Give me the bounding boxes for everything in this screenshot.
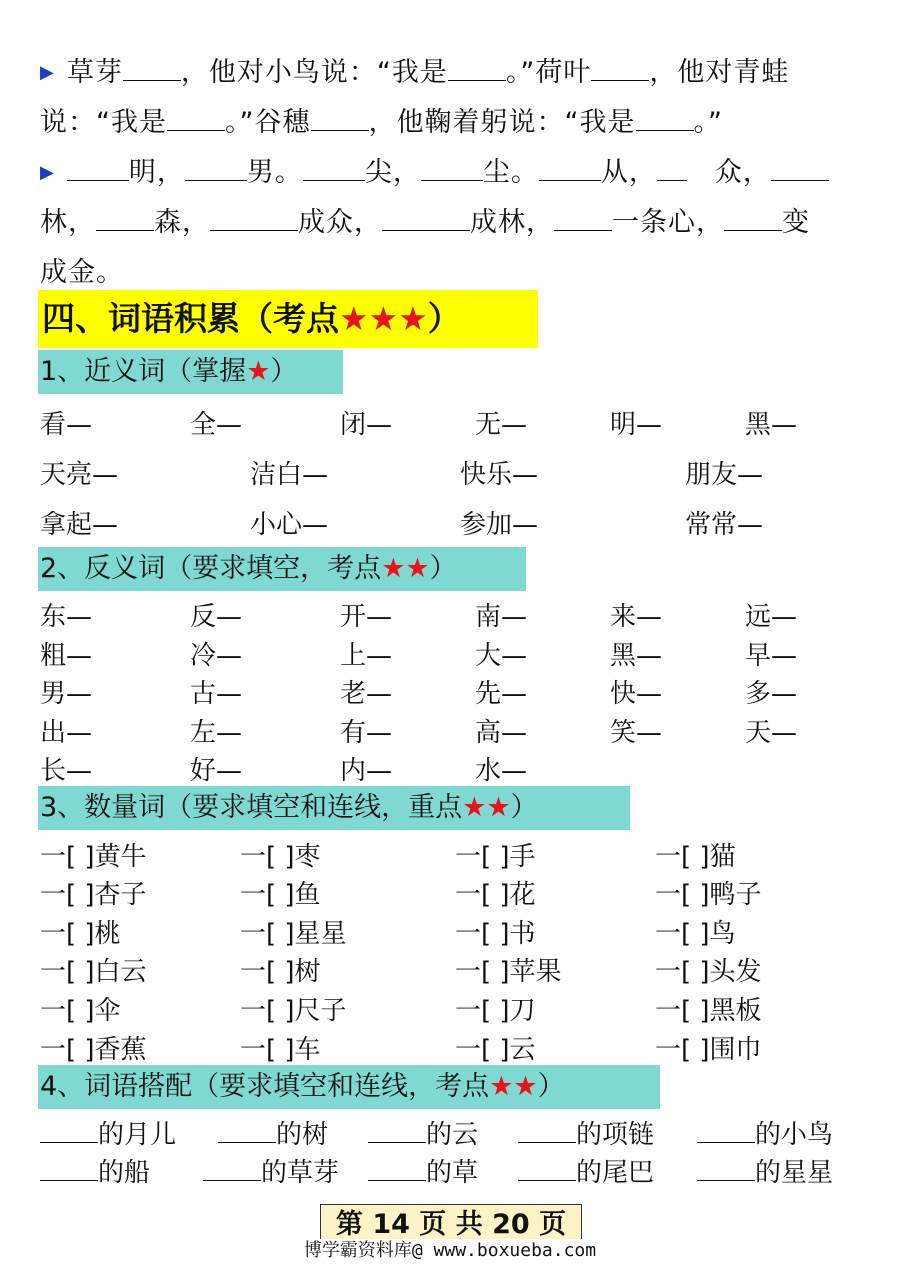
subsection-title-close: ） xyxy=(537,1071,565,1102)
blank xyxy=(448,56,506,81)
subsection-title-synonyms xyxy=(38,350,343,394)
star-icon: ★ xyxy=(246,356,271,387)
section-title-close: ） xyxy=(427,299,461,338)
subsection-title-text: 3、数量词（要求填空和连线，重点 xyxy=(40,792,463,823)
blank xyxy=(771,156,829,181)
measure-item: 一[ ]苹果 xyxy=(455,957,562,987)
blank xyxy=(167,106,225,131)
blank xyxy=(40,1156,98,1181)
measure-item: 一[ ]树 xyxy=(240,957,321,987)
blank xyxy=(724,206,782,231)
measure-item: 一[ ]杏子 xyxy=(40,880,147,910)
word-item: 明— xyxy=(610,410,663,440)
bullet-triangle-icon: ▶ xyxy=(40,62,55,83)
word-item: 高— xyxy=(475,718,528,748)
word-item: 老— xyxy=(340,679,393,709)
word-item: 粗— xyxy=(40,641,93,671)
text: 尖， xyxy=(364,157,421,188)
text: ，他对青蛙 xyxy=(649,57,790,88)
collocation-item xyxy=(368,1114,478,1151)
word-item: 开— xyxy=(340,602,393,632)
word-item: 洁白— xyxy=(250,460,329,490)
subsection-title-text: 4、词语搭配（要求填空和连线，考点 xyxy=(40,1071,490,1102)
blank xyxy=(311,106,369,131)
star-icon: ★★ xyxy=(462,792,511,823)
measure-item: 一[ ]尺子 xyxy=(240,996,347,1026)
measure-item: 一[ ]白云 xyxy=(40,957,147,987)
measure-item: 一[ ]黄牛 xyxy=(40,842,147,872)
star-icon: ★★ xyxy=(489,1071,538,1102)
collocation-text: 的草 xyxy=(426,1158,479,1188)
word-item: 男— xyxy=(40,679,93,709)
blank xyxy=(591,56,649,81)
bullet-triangle-icon: ▶ xyxy=(40,162,55,183)
subsection-title-measure-words xyxy=(38,786,630,830)
measure-item: 一[ ]云 xyxy=(455,1035,536,1065)
word-item: 黑— xyxy=(610,641,663,671)
word-item: 上— xyxy=(340,641,393,671)
blank xyxy=(697,1156,755,1181)
measure-item: 一[ ]头发 xyxy=(655,957,762,987)
measure-item: 一[ ]花 xyxy=(455,880,536,910)
fill-line-2 xyxy=(40,100,723,139)
text: 成林， xyxy=(470,207,554,238)
text: ，他鞠着躬说：“我是 xyxy=(368,107,636,138)
measure-item: 一[ ]桃 xyxy=(40,919,121,949)
blank xyxy=(210,206,298,231)
subsection-title-text: 2、反义词（要求填空，考点 xyxy=(40,553,382,584)
subsection-title-text: 1、近义词（掌握 xyxy=(40,356,247,387)
collocation-text: 的尾巴 xyxy=(576,1158,655,1188)
word-item: 出— xyxy=(40,718,93,748)
text: 明， xyxy=(128,157,185,188)
collocation-item xyxy=(697,1114,833,1151)
collocation-text: 的云 xyxy=(426,1120,479,1150)
fill-line-5: 成金。 xyxy=(40,257,124,288)
collocation-item xyxy=(368,1152,478,1189)
word-item: 长— xyxy=(40,756,93,786)
word-item: 大— xyxy=(475,641,528,671)
blank xyxy=(554,206,612,231)
word-item: 参加— xyxy=(460,510,539,540)
word-item: 多— xyxy=(745,679,798,709)
word-item: 冷— xyxy=(190,641,243,671)
blank xyxy=(203,1156,261,1181)
section-title xyxy=(38,290,538,348)
text: 。”谷穗 xyxy=(225,107,311,138)
word-item: 水— xyxy=(475,756,528,786)
word-item: 黑— xyxy=(745,410,798,440)
collocation-text: 的星星 xyxy=(755,1158,834,1188)
word-item: 先— xyxy=(475,679,528,709)
collocation-item xyxy=(40,1152,150,1189)
word-item: 全— xyxy=(190,410,243,440)
word-item: 东— xyxy=(40,602,93,632)
measure-item: 一[ ]手 xyxy=(455,842,536,872)
blank xyxy=(67,156,129,181)
measure-item: 一[ ]星星 xyxy=(240,919,347,949)
measure-item: 一[ ]鸭子 xyxy=(655,880,762,910)
measure-item: 一[ ]书 xyxy=(455,919,536,949)
text: ，他对小鸟说：“我是 xyxy=(180,57,448,88)
word-item: 朋友— xyxy=(685,460,764,490)
star-icon: ★★★ xyxy=(339,299,428,338)
star-icon: ★★ xyxy=(381,553,430,584)
measure-item: 一[ ]鱼 xyxy=(240,880,321,910)
section-title-text: 四、词语积累（考点 xyxy=(42,299,339,338)
text: 众， xyxy=(714,157,771,188)
word-item: 无— xyxy=(475,410,528,440)
blank xyxy=(185,156,247,181)
collocation-text: 的月儿 xyxy=(98,1120,177,1150)
blank xyxy=(636,106,694,131)
word-item: 闭— xyxy=(340,410,393,440)
word-item: 天亮— xyxy=(40,460,119,490)
subsection-title-close: ） xyxy=(429,553,457,584)
word-item: 南— xyxy=(475,602,528,632)
word-item: 快乐— xyxy=(460,460,539,490)
blank xyxy=(697,1118,755,1143)
word-item: 内— xyxy=(340,756,393,786)
text: 。”荷叶 xyxy=(505,57,592,88)
collocation-text: 的项链 xyxy=(576,1120,655,1150)
text: 变 xyxy=(782,207,810,238)
blank xyxy=(368,1156,426,1181)
blank xyxy=(303,156,365,181)
blank xyxy=(96,206,154,231)
word-item: 好— xyxy=(190,756,243,786)
text: 。” xyxy=(693,107,723,138)
collocation-item xyxy=(697,1152,833,1189)
text: 成众， xyxy=(298,207,382,238)
word-item: 天— xyxy=(745,718,798,748)
fill-line-4 xyxy=(40,200,810,239)
text: 森， xyxy=(154,207,210,238)
measure-item: 一[ ]刀 xyxy=(455,996,536,1026)
blank xyxy=(421,156,483,181)
blank xyxy=(539,156,601,181)
collocation-text: 的树 xyxy=(276,1120,329,1150)
measure-item: 一[ ]枣 xyxy=(240,842,321,872)
text: 从， xyxy=(600,157,657,188)
word-item: 快— xyxy=(610,679,663,709)
page-number: 第 14 页 共 20 页 xyxy=(320,1204,582,1239)
collocation-item xyxy=(518,1114,654,1151)
measure-item: 一[ ]围巾 xyxy=(655,1035,762,1065)
word-item: 反— xyxy=(190,602,243,632)
collocation-text: 的小鸟 xyxy=(755,1120,834,1150)
word-item: 笑— xyxy=(610,718,663,748)
measure-item: 一[ ]鸟 xyxy=(655,919,736,949)
word-item: 远— xyxy=(745,602,798,632)
collocation-text: 的船 xyxy=(98,1158,151,1188)
word-item: 早— xyxy=(745,641,798,671)
collocation-item xyxy=(203,1152,339,1189)
subsection-title-collocation xyxy=(38,1065,660,1109)
subsection-title-close: ） xyxy=(270,356,298,387)
word-item: 看— xyxy=(40,410,93,440)
fill-line-1 xyxy=(40,50,789,89)
text: 男。 xyxy=(246,157,303,188)
blank xyxy=(368,1118,426,1143)
blank xyxy=(218,1118,276,1143)
blank xyxy=(40,1118,98,1143)
subsection-title-close: ） xyxy=(510,792,538,823)
text: 草芽 xyxy=(66,57,123,88)
source-watermark: 博学霸资料库@ www.boxueba.com xyxy=(303,1240,597,1261)
blank xyxy=(518,1118,576,1143)
collocation-item xyxy=(218,1114,328,1151)
fill-line-3 xyxy=(40,150,829,189)
collocation-text: 的草芽 xyxy=(261,1158,340,1188)
blank xyxy=(123,56,181,81)
measure-item: 一[ ]黑板 xyxy=(655,996,762,1026)
text: 林， xyxy=(40,207,96,238)
text: 一条心， xyxy=(612,207,724,238)
measure-item: 一[ ]车 xyxy=(240,1035,321,1065)
word-item: 来— xyxy=(610,602,663,632)
word-item: 有— xyxy=(340,718,393,748)
word-item: 常常— xyxy=(685,510,764,540)
collocation-item xyxy=(518,1152,654,1189)
measure-item: 一[ ]香蕉 xyxy=(40,1035,147,1065)
subsection-title-antonyms xyxy=(38,547,526,591)
word-item: 古— xyxy=(190,679,243,709)
blank xyxy=(382,206,470,231)
word-item: 左— xyxy=(190,718,243,748)
text: 尘。 xyxy=(482,157,539,188)
word-item: 拿起— xyxy=(40,510,119,540)
blank xyxy=(657,156,687,181)
text: 说：“我是 xyxy=(40,107,167,138)
measure-item: 一[ ]猫 xyxy=(655,842,736,872)
blank xyxy=(518,1156,576,1181)
word-item: 小心— xyxy=(250,510,329,540)
collocation-item xyxy=(40,1114,176,1151)
measure-item: 一[ ]伞 xyxy=(40,996,121,1026)
